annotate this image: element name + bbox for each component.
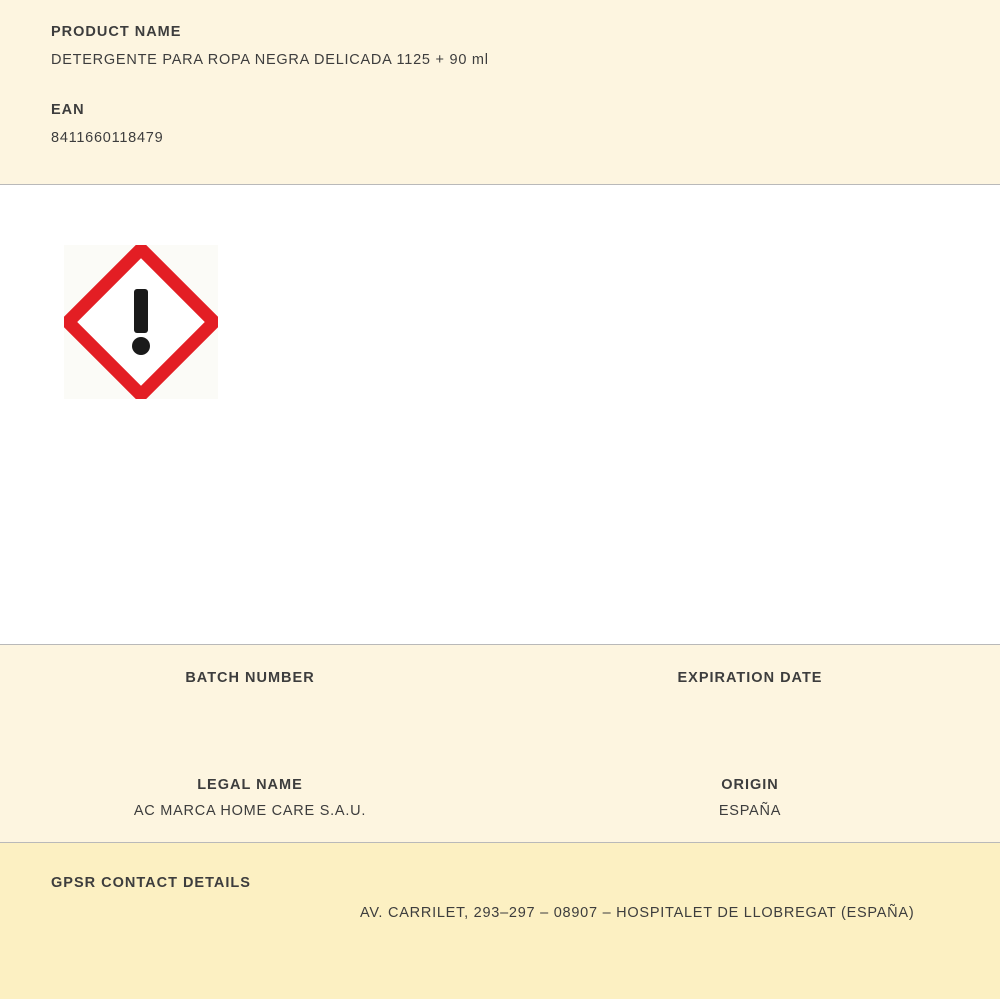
gpsr-contact-section <box>0 843 1000 999</box>
expiration-date-value <box>500 696 1000 714</box>
batch-number-field <box>0 670 500 714</box>
info-row-legal-origin <box>0 777 1000 821</box>
product-name-field <box>0 24 1000 68</box>
info-row-batch-expiration <box>0 670 1000 714</box>
expiration-date-field <box>500 670 1000 714</box>
ean-value: 8411660118479 <box>51 130 164 146</box>
legal-name-field <box>0 777 500 821</box>
origin-field <box>500 777 1000 821</box>
ean-label: EAN <box>51 102 85 118</box>
origin-value: ESPAÑA <box>718 803 782 819</box>
product-name-value: DETERGENTE PARA ROPA NEGRA DELICADA 1125 + 90 ml <box>51 52 489 68</box>
hazard-pictogram-section <box>0 185 1000 645</box>
gpsr-contact-label: GPSR CONTACT DETAILS <box>51 875 251 891</box>
gpsr-contact-address: AV. CARRILET, 293–297 – 08907 – HOSPITALET DE LLOBREGAT (ESPAÑA) <box>360 905 915 921</box>
info-section <box>0 645 1000 843</box>
batch-number-value <box>0 696 500 714</box>
origin-label: ORIGIN <box>721 777 779 793</box>
expiration-date-label: EXPIRATION DATE <box>677 670 823 686</box>
header-section <box>0 0 1000 185</box>
ghs07-exclamation-mark-icon <box>64 245 218 399</box>
ean-field <box>0 102 1000 146</box>
batch-number-label: BATCH NUMBER <box>185 670 315 686</box>
legal-name-value: AC MARCA HOME CARE S.A.U. <box>133 803 367 819</box>
product-name-label: PRODUCT NAME <box>51 24 182 40</box>
legal-name-label: LEGAL NAME <box>197 777 303 793</box>
